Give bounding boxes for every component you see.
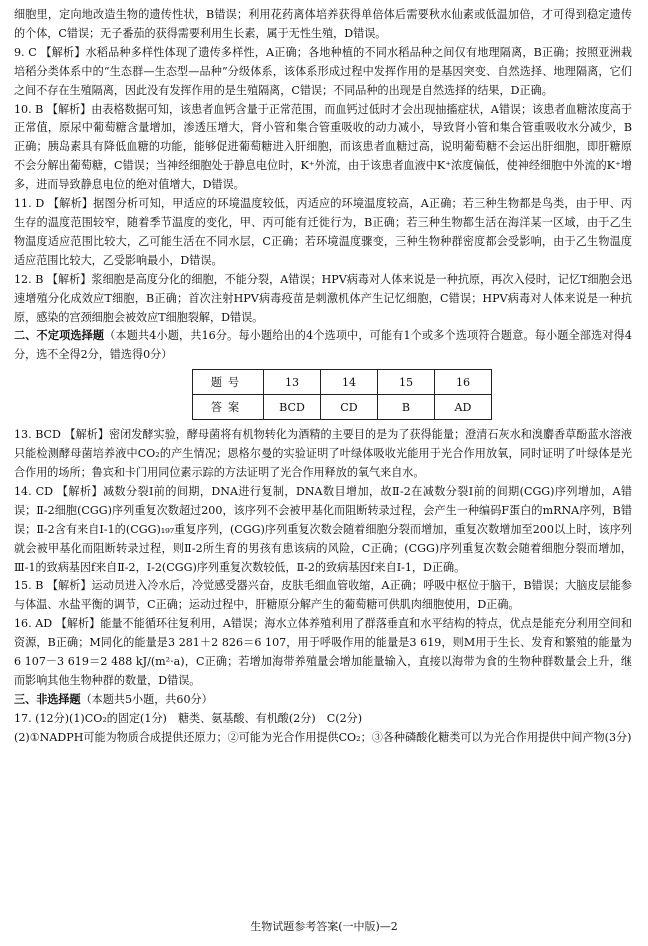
answer-table [192,369,492,420]
table-cell: B [378,395,435,420]
answer-9: 9. C 【解析】水稻品种多样性体现了遗传多样性，A正确；各地种植的不同水稻品种之间仅有地理隔离，B正确；按照亚洲栽培稻分类体系中的“生态群—生态型—品种”分级体系，该体系形成过程中发挥作用的是基因突变、自然选择、地理隔离，它们之间不存在生殖隔离，因此没有发挥作用的是生殖隔离，C错误；不同品种的出现是自然选择的结果，D正确。 [14,45,632,97]
answer-15: 15. B 【解析】运动员进入冷水后，冷觉感受器兴奋，皮肤毛细血管收缩，A正确；呼吸中枢位于脑干，B错误；大脑皮层能参与体温、水盐平衡的调节，C正确；运动过程中，肝糖原分解产生的葡萄糖可供肌肉细胞使用，D正确。 [14,579,632,612]
answer-16: 16. AD 【解析】能量不能循环往复利用，A错误；海水立体养殖利用了群落垂直和水平结构的特点，优点是能充分利用空间和资源，B正确；M同化的能量是3 281＋2 826＝6 107，用于呼吸作用的能量是3 619，则M用于生长、发育和繁殖的能量为6 107－3 619＝2 488 kJ/(m²·a)，C正确；若增加海带养殖量会增加能量输入，直接以海带为食的生物种群数量会上升，继而影响其他生物种群的数量，D错误。 [14,617,632,687]
table-cell: 15 [378,370,435,395]
table-cell: 13 [264,370,321,395]
page-footer: 生物试题参考答案(一中版)—2 [250,920,398,933]
table-cell: CD [321,395,378,420]
answer-17-part2: (2)①NADPH可能为物质合成提供还原力；②可能为光合作用提供CO₂；③各种磷酸化糖类可以为光合作用提供中间产物(3分) [14,730,632,744]
table-cell: 14 [321,370,378,395]
section-2-desc: （本题共4小题，共16分。每小题给出的4个选项中，可能有1个或多个选项符合题意。每小题全部选对得4分，选不全得2分，错选得0分） [14,329,632,362]
answer-11: 11. D 【解析】据图分析可知，甲适应的环境温度较低，丙适应的环境温度较高，A正确；若三种生物都是鸟类，由于甲、丙生存的温度范围较窄，随着季节温度的变化，甲、丙可能有迁徙行为，B正确；若三种生物都生活在海洋某一区域，由于乙生物温度适应范围比较大，乙可能生活在不同水层，C正确；若环境温度骤变，三种生物种群密度都会受影响，由于乙生物温度适应范围比较大，乙受影响最小，D错误。 [14,197,632,267]
table-cell: 16 [435,370,492,395]
table-header-number: 题号 [193,370,264,395]
answer-12: 12. B 【解析】浆细胞是高度分化的细胞，不能分裂，A错误；HPV病毒对人体来说是一种抗原，再次入侵时，记忆T细胞会迅速增殖分化成效应T细胞，B正确；首次注射HPV病毒疫苗是刺激机体产生记忆细胞，C错误；HPV病毒对人体来说是一种抗原，感染的宫颈细胞会被效应T细胞裂解，D错误。 [14,272,632,324]
answer-10: 10. B 【解析】由表格数据可知，该患者血钙含量于正常范围，而血钙过低时才会出现抽搐症状，A错误；该患者血糖浓度高于正常值，原尿中葡萄糖含量增加，渗透压增大，肾小管和集合管重吸收的动力减小，导致肾小管和集合管重吸收水分减少，B正确；胰岛素具有降低血糖的功能，能够促进葡萄糖进入肝细胞，而该患者血糖过高，说明葡萄糖不会运出肝细胞，即肝糖原不会分解出葡萄糖，C错误；当神经细胞处于静息电位时，K⁺外流，由于该患者血液中K⁺浓度偏低，使神经细胞中外流的K⁺增多，进而导致静息电位的绝对值增大，D错误。 [14,102,632,192]
section-3-desc: （本题共5小题，共60分） [80,692,213,706]
table-row [193,370,492,395]
table-row [193,395,492,420]
section-2-heading [14,327,632,365]
section-3-title: 三、非选择题 [14,692,81,706]
paragraph-8-tail: 细胞里，定向地改造生物的遗传性状，B错误；利用花药离体培养获得单倍体后需要秋水仙素或低温加倍，才可得到稳定遗传的个体，C错误；无子番茄的获得需要利用生长素，属于无性生殖，D错误。 [14,8,632,40]
section-2-title: 二、不定项选择题 [14,329,105,343]
answer-13: 13. BCD 【解析】密闭发酵实验，酵母菌将有机物转化为酒精的主要目的是为了获得能量；澄清石灰水和溴麝香草酚蓝水溶液只能检测酵母菌培养液中CO₂的产生情况；恩格尔曼的实验证明了叶绿体吸收光能用于光合作用放氧，同时证明了叶绿体是光合作用的场所；鲁宾和卡门用同位素示踪的方法证明了光合作用释放的氧气来自水。 [14,428,632,480]
section-3-heading [14,691,632,710]
table-cell: AD [435,395,492,420]
table-cell: BCD [264,395,321,420]
answer-17-part1: 17. (12分)(1)CO₂的固定(1分) 糖类、氨基酸、有机酸(2分) C(2分) [14,711,363,725]
answer-14: 14. CD 【解析】减数分裂Ⅰ前的间期，DNA进行复制，DNA数目增加，故Ⅱ-2在减数分裂Ⅰ前的间期(CGG)序列增加，A错误；Ⅱ-2细胞(CGG)序列重复次数超过200，该序列不会被甲基化而阻断转录过程，会产生一种编码F蛋白的mRNA序列，B错误；Ⅱ-2含有来自Ⅰ-1的(CGG)₁₉₇重复序列，(CGG)序列重复次数会随着细胞分裂而增加，重复次数增加至200以上时，该序列就会被甲基化而阻断转录过程，则Ⅱ-2所生育的男孩有患该病的风险，C正确；(CGG)序列重复次数会随着细胞分裂而增加，Ⅲ-1的致病基因f来自Ⅱ-2，Ⅰ-2(CGG)序列重复次数较低，Ⅱ-2的致病基因f来自Ⅰ-1，D正确。 [14,484,632,574]
table-header-answer: 答案 [193,395,264,420]
